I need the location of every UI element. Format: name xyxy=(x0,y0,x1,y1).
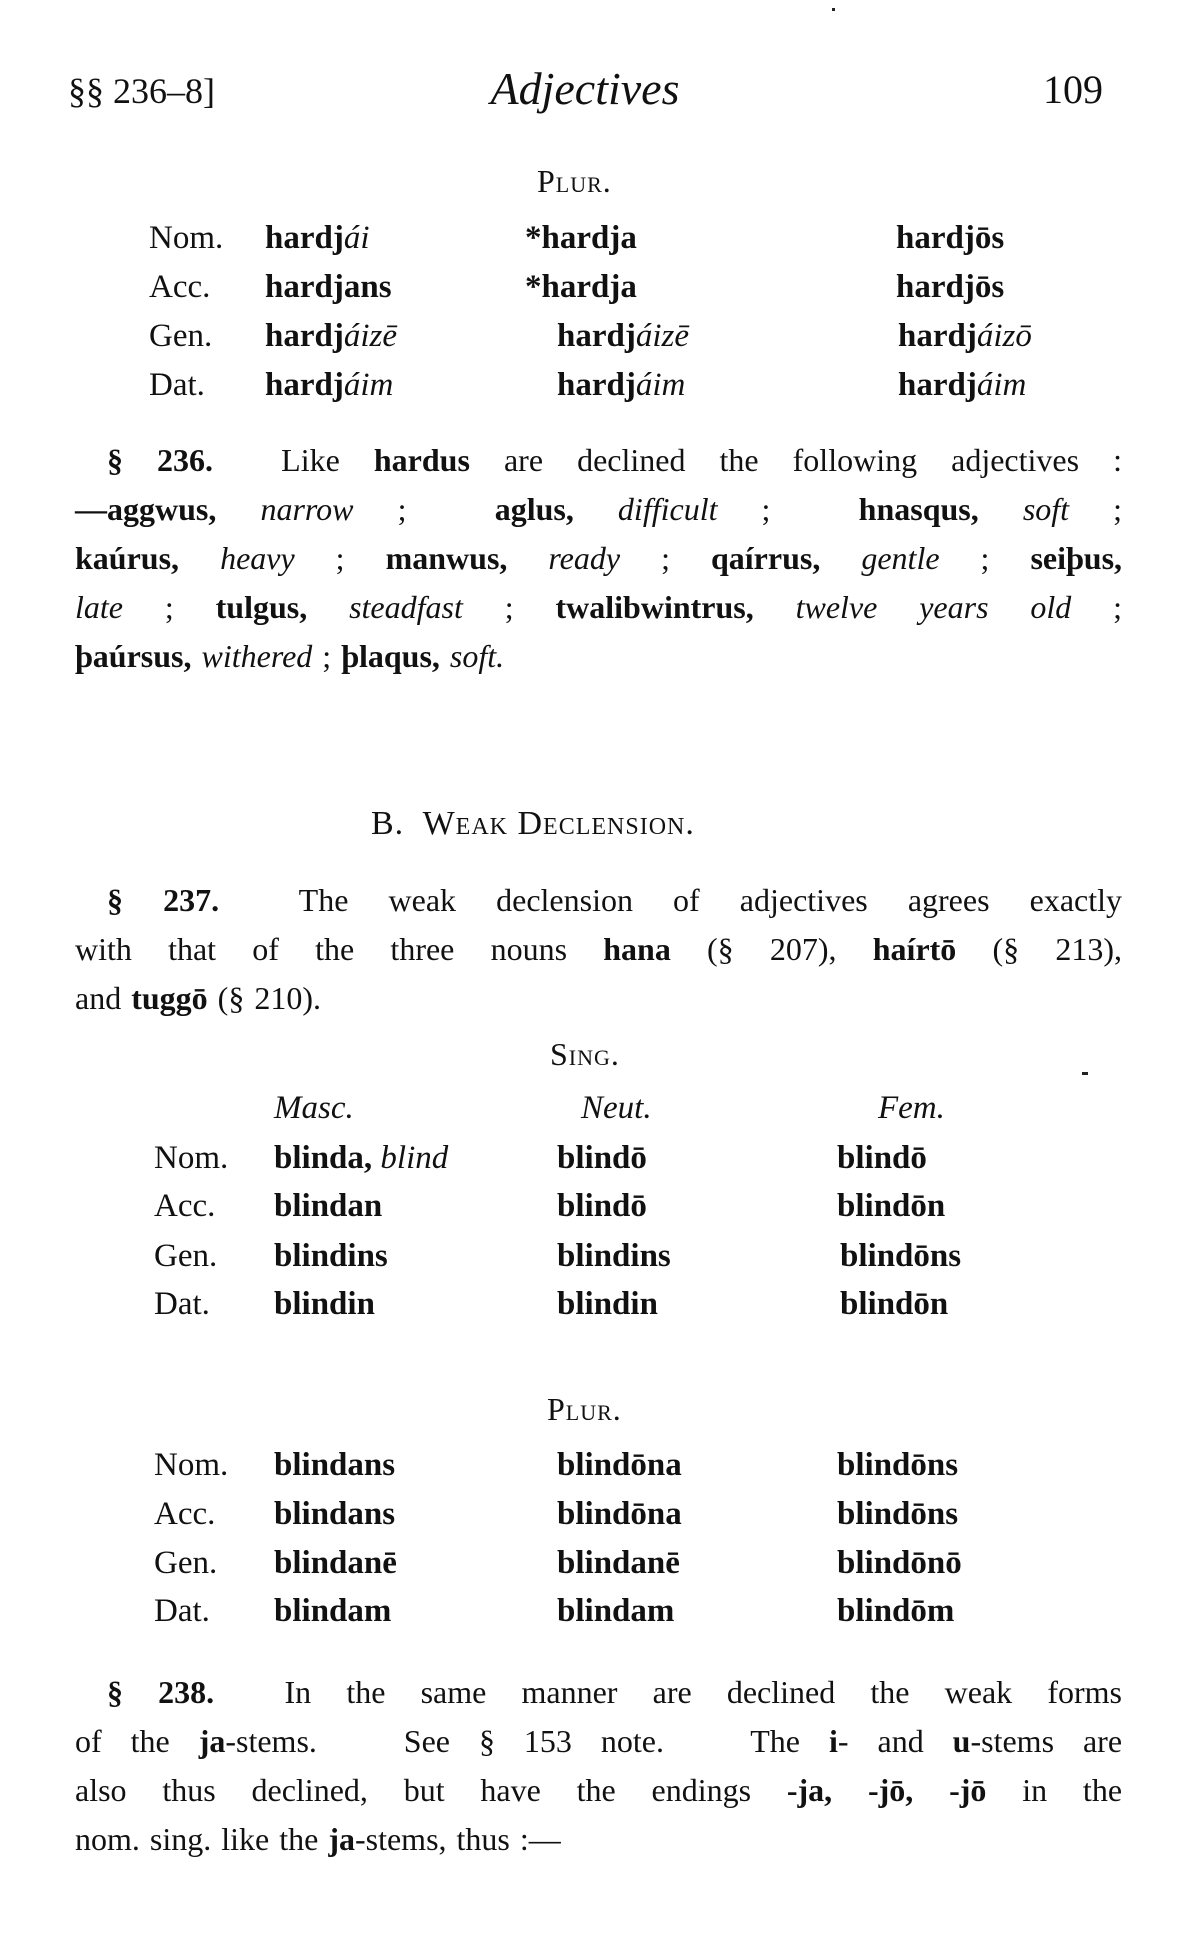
case-label: Nom. xyxy=(154,1447,229,1483)
gender-header: Fem. xyxy=(878,1090,945,1126)
text-run: blindō xyxy=(557,1140,647,1176)
text-run: blindin xyxy=(274,1286,375,1322)
text-run: ; xyxy=(353,491,495,527)
text-run: Like xyxy=(213,442,374,478)
text-run: - and xyxy=(837,1723,953,1759)
declension-form xyxy=(557,1447,682,1484)
declension-form xyxy=(557,1286,658,1323)
text-run: —aggwus, xyxy=(75,491,217,527)
paragraph-236 xyxy=(75,436,1122,681)
text-run: blindan xyxy=(274,1188,383,1224)
text-run: blindōna xyxy=(557,1496,682,1532)
declension-form xyxy=(557,1496,682,1533)
declension-form xyxy=(274,1593,391,1630)
text-run: -stems are xyxy=(970,1723,1123,1759)
text-run: u xyxy=(952,1723,971,1759)
scan-speck xyxy=(1082,1072,1088,1075)
text-run: qaírrus, xyxy=(710,540,821,576)
text-run: blindins xyxy=(557,1238,671,1274)
text-run: ; xyxy=(620,540,711,576)
text-run: þlaqus, xyxy=(341,638,440,674)
text-run: difficult xyxy=(617,491,718,527)
text-run: narrow xyxy=(260,491,354,527)
declension-form xyxy=(898,367,1026,404)
text-run: kaúrus, xyxy=(75,540,180,576)
text-run: blind xyxy=(380,1140,449,1176)
text-run: -stems, thus :— xyxy=(354,1821,561,1857)
text-run xyxy=(307,589,349,625)
declension-form xyxy=(557,367,685,404)
weak-declension-heading: B. Weak Declension. xyxy=(371,805,695,842)
paragraph-line xyxy=(75,583,1122,632)
text-run: blindanē xyxy=(274,1545,397,1581)
text-run: hana xyxy=(603,931,671,967)
text-run: blindō xyxy=(557,1188,647,1224)
declension-form xyxy=(274,1545,397,1582)
text-run: ; xyxy=(122,589,216,625)
declension-form xyxy=(557,1188,647,1225)
case-label: Acc. xyxy=(154,1188,216,1224)
declension-form xyxy=(837,1496,958,1533)
declension-form xyxy=(265,220,370,257)
page-number: 109 xyxy=(1043,67,1103,112)
text-run: áim xyxy=(343,367,394,403)
declension-form xyxy=(265,367,393,404)
text-run: soft xyxy=(1022,491,1070,527)
weak-singular-heading: Sing. xyxy=(550,1036,620,1072)
text-run: nom. sing. like the xyxy=(75,1821,329,1857)
text-run: tuggō xyxy=(131,980,208,1016)
text-run: blindanē xyxy=(557,1545,680,1581)
text-run: with that of the three nouns xyxy=(75,931,604,967)
text-run: of the xyxy=(75,1723,199,1759)
text-run: hardj xyxy=(557,367,636,403)
declension-form xyxy=(274,1140,448,1177)
text-run: blindans xyxy=(274,1496,396,1532)
strong-plural-heading: Plur. xyxy=(537,163,612,199)
text-run: twalibwintrus, xyxy=(555,589,754,625)
text-run: -stems. See § 153 note. The xyxy=(225,1723,829,1759)
text-run: blindins xyxy=(274,1238,388,1274)
text-run: -ja, -jō, -jō xyxy=(786,1772,987,1808)
declension-form xyxy=(557,318,689,355)
declension-form xyxy=(557,1238,671,1275)
case-label: Gen. xyxy=(154,1238,218,1274)
text-run: *hardja xyxy=(525,220,637,256)
text-run xyxy=(179,540,220,576)
case-label: Nom. xyxy=(154,1140,229,1176)
text-run: (§ 213), xyxy=(956,931,1123,967)
text-run: áizō xyxy=(976,318,1032,354)
gender-header: Masc. xyxy=(274,1090,354,1126)
text-run: hardj xyxy=(557,318,636,354)
text-run xyxy=(979,491,1023,527)
case-label: Acc. xyxy=(154,1496,216,1532)
case-label: Acc. xyxy=(149,269,211,305)
text-run: hardjōs xyxy=(896,220,1005,256)
text-run: ja xyxy=(328,1821,355,1857)
declension-form xyxy=(896,269,1004,306)
text-run: § 236. xyxy=(107,442,214,478)
paragraph-line xyxy=(75,1668,1122,1717)
declension-form xyxy=(557,1140,647,1177)
paragraph-line xyxy=(75,436,1122,485)
declension-form xyxy=(265,318,397,355)
gender-header: Neut. xyxy=(581,1090,652,1126)
text-run: ; xyxy=(312,638,342,674)
declension-form xyxy=(274,1496,395,1533)
text-run: hnasqus, xyxy=(858,491,979,527)
text-run: i xyxy=(828,1723,838,1759)
text-run xyxy=(754,589,796,625)
declension-form xyxy=(837,1447,958,1484)
paragraph-line xyxy=(75,1815,1122,1864)
text-run xyxy=(216,491,260,527)
text-run: blindōn xyxy=(840,1286,949,1322)
text-run: gentle xyxy=(861,540,940,576)
text-run: aglus, xyxy=(494,491,574,527)
text-run: blindōna xyxy=(557,1447,682,1483)
text-run: blindam xyxy=(557,1593,675,1629)
declension-form xyxy=(840,1286,948,1323)
text-run: blindōm xyxy=(837,1593,955,1629)
text-run: The weak declension of adjectives agrees exactly xyxy=(219,882,1123,918)
text-run: ; xyxy=(1069,491,1123,527)
text-run xyxy=(440,638,450,674)
declension-form xyxy=(265,269,392,306)
text-run: blinda, xyxy=(274,1140,381,1176)
text-run: ready xyxy=(548,540,621,576)
declension-form xyxy=(274,1447,395,1484)
text-run: *hardja xyxy=(525,269,637,305)
paragraph-line xyxy=(75,632,1122,681)
declension-form xyxy=(837,1545,962,1582)
text-run: hardj xyxy=(265,367,344,403)
text-run: ái xyxy=(343,220,370,256)
text-run: blindōns xyxy=(837,1496,959,1532)
text-run: heavy xyxy=(220,540,295,576)
text-run: § 238. xyxy=(107,1674,215,1710)
declension-form xyxy=(837,1593,954,1630)
paragraph-line xyxy=(75,485,1122,534)
text-run: blindō xyxy=(837,1140,927,1176)
text-run: late xyxy=(75,589,123,625)
text-run: blindōnō xyxy=(837,1545,962,1581)
declension-form xyxy=(840,1238,961,1275)
case-label: Dat. xyxy=(154,1286,210,1322)
text-run: þaúrsus, xyxy=(75,638,192,674)
text-run xyxy=(574,491,618,527)
declension-form xyxy=(274,1238,388,1275)
page-title: Adjectives xyxy=(490,63,680,114)
paragraph-237 xyxy=(75,876,1122,1023)
text-run: tulgus, xyxy=(215,589,308,625)
text-run: áim xyxy=(976,367,1027,403)
declension-form xyxy=(525,269,637,306)
declension-form xyxy=(557,1593,674,1630)
text-run: ; xyxy=(294,540,386,576)
text-run: áim xyxy=(635,367,686,403)
paragraph-238 xyxy=(75,1668,1122,1864)
paragraph-line xyxy=(75,974,1122,1023)
text-run: hardj xyxy=(898,367,977,403)
text-run: In the same manner are declined the weak forms xyxy=(214,1674,1123,1710)
scan-speck xyxy=(832,8,835,11)
paragraph-line xyxy=(75,1766,1122,1815)
declension-form xyxy=(837,1140,927,1177)
section-reference: §§ 236–8] xyxy=(68,71,215,111)
text-run: seiþus, xyxy=(1030,540,1123,576)
case-label: Dat. xyxy=(149,367,205,403)
text-run: áizē xyxy=(343,318,398,354)
text-run: twelve years old xyxy=(795,589,1072,625)
text-run: blindans xyxy=(274,1447,396,1483)
text-run: hardjōs xyxy=(896,269,1005,305)
declension-form xyxy=(837,1188,945,1225)
weak-plural-heading: Plur. xyxy=(547,1391,622,1427)
text-run xyxy=(820,540,861,576)
text-run: hardj xyxy=(265,318,344,354)
text-run: blindōn xyxy=(837,1188,946,1224)
paragraph-line xyxy=(75,534,1122,583)
text-run xyxy=(507,540,548,576)
text-run: and xyxy=(75,980,132,1016)
text-run: steadfast xyxy=(349,589,463,625)
text-run: ; xyxy=(717,491,859,527)
case-label: Dat. xyxy=(154,1593,210,1629)
case-label: Gen. xyxy=(149,318,213,354)
text-run: § 237. xyxy=(107,882,220,918)
paragraph-line xyxy=(75,925,1122,974)
text-run: are declined the following adjectives : xyxy=(469,442,1123,478)
text-run: (§ 210). xyxy=(207,980,321,1016)
declension-form xyxy=(898,318,1032,355)
text-run: ; xyxy=(1071,589,1123,625)
text-run: in the xyxy=(986,1772,1123,1808)
text-run: hardus xyxy=(373,442,470,478)
text-run: blindōns xyxy=(840,1238,962,1274)
text-run: ; xyxy=(462,589,556,625)
case-label: Gen. xyxy=(154,1545,218,1581)
case-label: Nom. xyxy=(149,220,224,256)
text-run: haírtō xyxy=(872,931,957,967)
text-run: withered xyxy=(201,638,313,674)
declension-form xyxy=(896,220,1004,257)
text-run: blindin xyxy=(557,1286,658,1322)
text-run xyxy=(192,638,202,674)
text-run: blindam xyxy=(274,1593,392,1629)
paragraph-line xyxy=(75,876,1122,925)
declension-form xyxy=(274,1286,375,1323)
paragraph-line xyxy=(75,1717,1122,1766)
text-run: blindōns xyxy=(837,1447,959,1483)
text-run: ja xyxy=(198,1723,226,1759)
text-run: áizē xyxy=(635,318,690,354)
text-run: ; xyxy=(939,540,1031,576)
declension-form xyxy=(525,220,637,257)
text-run: hardj xyxy=(265,220,344,256)
text-run: manwus, xyxy=(385,540,508,576)
text-run: soft. xyxy=(449,638,505,674)
declension-form xyxy=(557,1545,680,1582)
declension-form xyxy=(274,1188,382,1225)
text-run: hardj xyxy=(898,318,977,354)
text-run: also thus declined, but have the endings xyxy=(75,1772,787,1808)
text-run: hardjans xyxy=(265,269,392,305)
text-run: (§ 207), xyxy=(670,931,873,967)
